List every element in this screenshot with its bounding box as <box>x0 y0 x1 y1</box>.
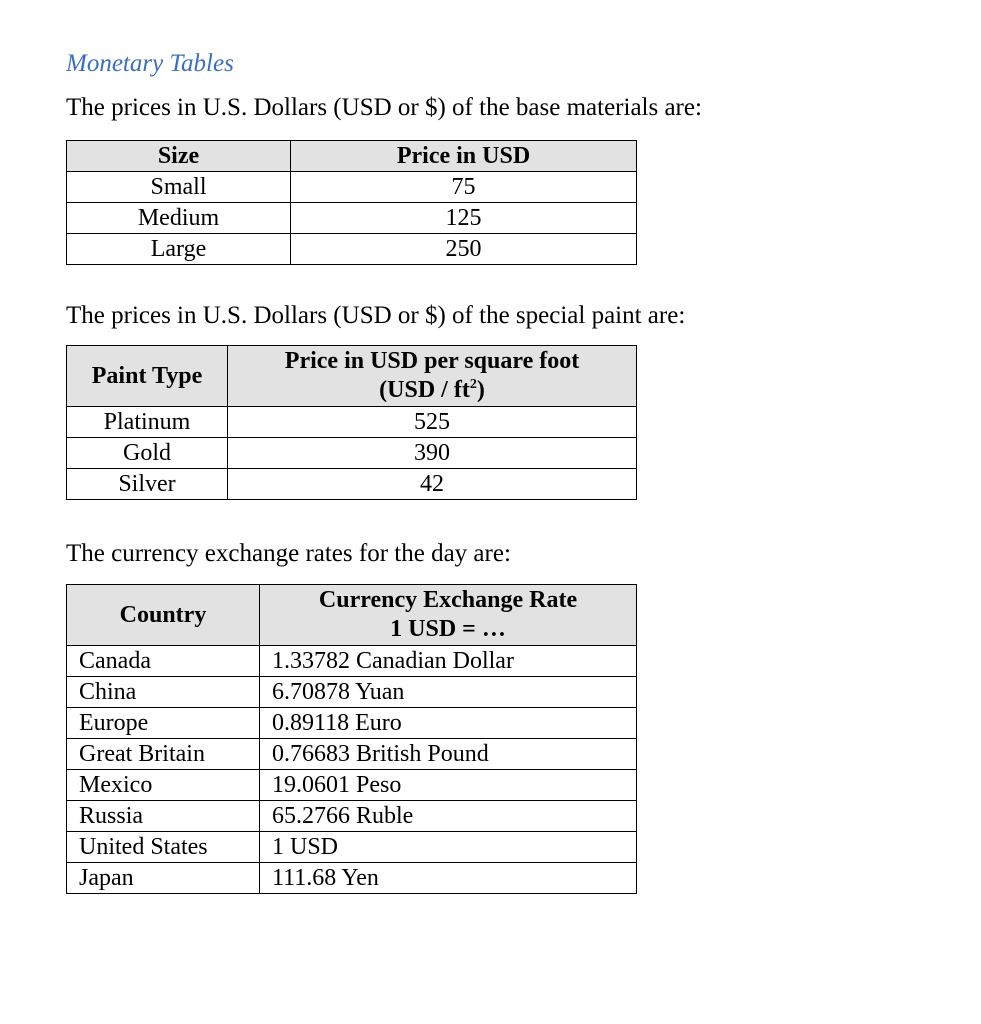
paint-table <box>66 345 637 500</box>
cell-rate: 65.2766 Ruble <box>260 801 637 832</box>
header-price-per-sqft <box>228 346 637 407</box>
cell-country: Europe <box>67 708 260 739</box>
table-row <box>67 863 637 894</box>
cell-price: 125 <box>291 203 637 234</box>
cell-paint-price: 42 <box>228 469 637 500</box>
table-row <box>67 203 637 234</box>
header-rate-line2: 1 USD = … <box>390 616 506 642</box>
cell-rate: 1.33782 Canadian Dollar <box>260 646 637 677</box>
header-exchange-rate <box>260 585 637 646</box>
header-price-line2 <box>379 377 485 403</box>
materials-intro: The prices in U.S. Dollars (USD or $) of the base materials are: <box>66 94 702 121</box>
table-row <box>67 172 637 203</box>
header-price-unit-close: ) <box>476 377 485 403</box>
table-header-row <box>67 141 637 172</box>
table-row <box>67 677 637 708</box>
header-price-line1: Price in USD per square foot <box>284 348 580 374</box>
cell-size: Medium <box>67 203 291 234</box>
cell-paint-price: 390 <box>228 438 637 469</box>
table-row <box>67 234 637 265</box>
header-price-unit-exponent: 2 <box>469 377 477 392</box>
table-row <box>67 646 637 677</box>
header-country: Country <box>67 585 260 646</box>
cell-paint-price: 525 <box>228 407 637 438</box>
cell-price: 250 <box>291 234 637 265</box>
cell-country: Russia <box>67 801 260 832</box>
paint-intro: The prices in U.S. Dollars (USD or $) of the special paint are: <box>66 302 686 329</box>
table-row <box>67 832 637 863</box>
table-row <box>67 739 637 770</box>
cell-country: Mexico <box>67 770 260 801</box>
cell-rate: 0.76683 British Pound <box>260 739 637 770</box>
cell-rate: 6.70878 Yuan <box>260 677 637 708</box>
header-price-unit: (USD / ft <box>379 377 470 403</box>
cell-paint-type: Platinum <box>67 407 228 438</box>
cell-country: Japan <box>67 863 260 894</box>
table-row <box>67 438 637 469</box>
header-size: Size <box>67 141 291 172</box>
cell-country: Canada <box>67 646 260 677</box>
cell-rate: 1 USD <box>260 832 637 863</box>
cell-rate: 111.68 Yen <box>260 863 637 894</box>
cell-price: 75 <box>291 172 637 203</box>
cell-paint-type: Silver <box>67 469 228 500</box>
header-paint-type: Paint Type <box>67 346 228 407</box>
header-rate-line1: Currency Exchange Rate <box>318 587 578 613</box>
cell-country: China <box>67 677 260 708</box>
cell-country: United States <box>67 832 260 863</box>
table-row <box>67 407 637 438</box>
cell-rate: 0.89118 Euro <box>260 708 637 739</box>
table-row <box>67 708 637 739</box>
section-heading: Monetary Tables <box>66 50 234 77</box>
cell-size: Large <box>67 234 291 265</box>
table-header-row <box>67 346 637 407</box>
table-row <box>67 801 637 832</box>
cell-country: Great Britain <box>67 739 260 770</box>
exchange-intro: The currency exchange rates for the day are: <box>66 540 511 567</box>
materials-table <box>66 140 637 265</box>
cell-size: Small <box>67 172 291 203</box>
table-header-row <box>67 585 637 646</box>
cell-paint-type: Gold <box>67 438 228 469</box>
table-row <box>67 469 637 500</box>
header-price: Price in USD <box>291 141 637 172</box>
exchange-table <box>66 584 637 894</box>
cell-rate: 19.0601 Peso <box>260 770 637 801</box>
table-row <box>67 770 637 801</box>
